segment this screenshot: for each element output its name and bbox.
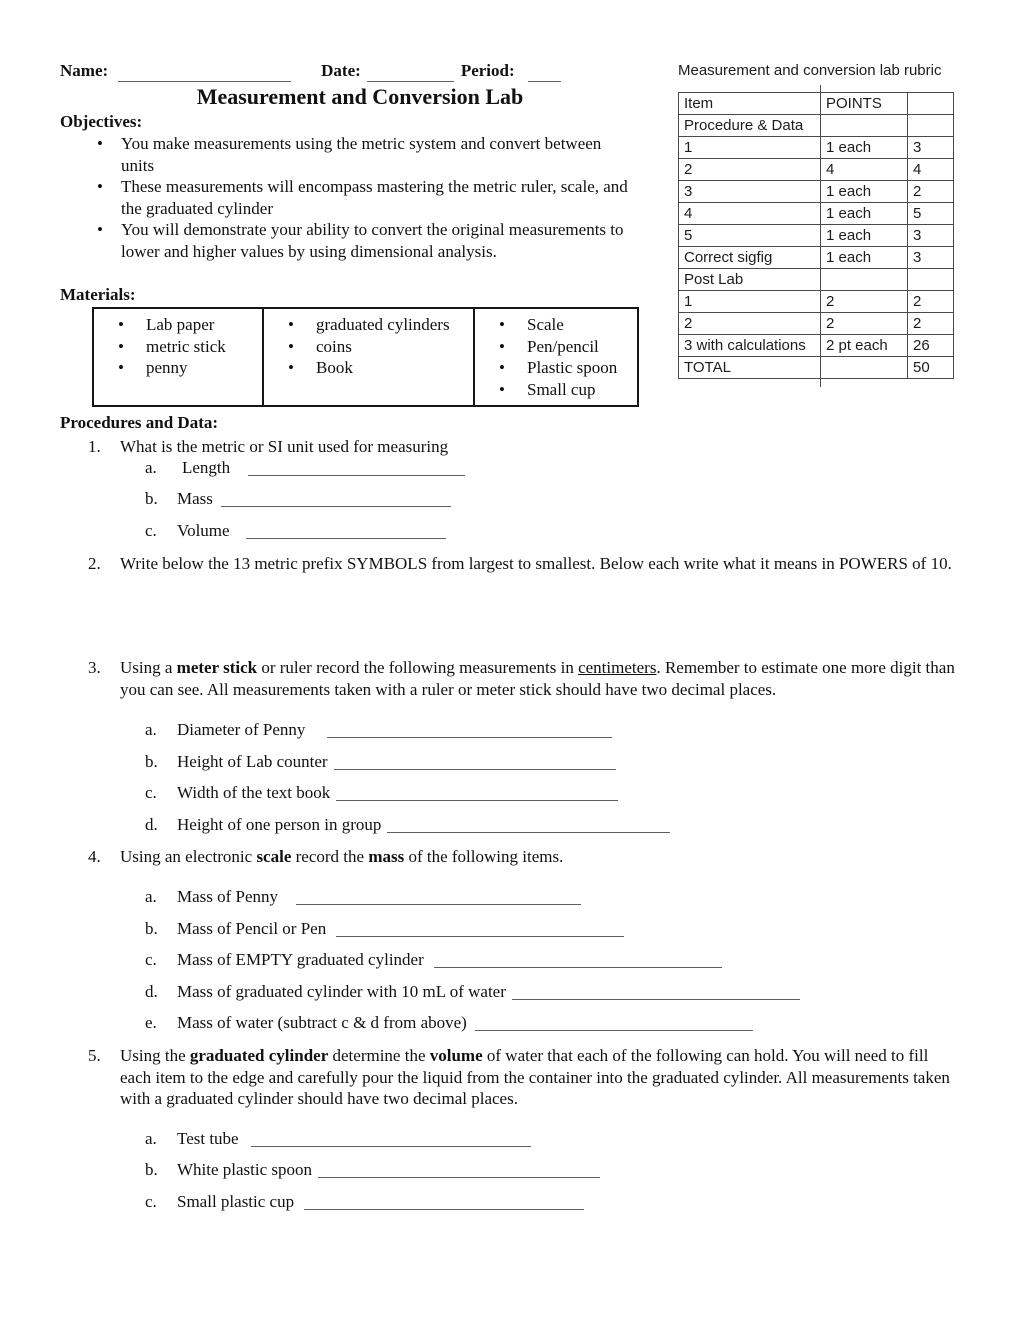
bullet-icon <box>288 357 294 379</box>
q1-sub-a: a. Length <box>145 458 962 478</box>
q5-sub-c-blank[interactable] <box>304 1194 584 1210</box>
material-text: Plastic spoon <box>527 358 618 377</box>
bullet-icon <box>97 219 103 241</box>
material-item <box>264 357 473 379</box>
rubric-cell: 3 <box>679 181 821 203</box>
period-label: Period: <box>460 61 515 80</box>
date-label: Date: <box>321 61 361 80</box>
rubric-cell: 3 <box>908 137 954 159</box>
bullet-icon <box>499 357 505 379</box>
q5-sub-b-blank[interactable] <box>318 1162 600 1178</box>
rubric-cell: 1 <box>679 137 821 159</box>
rubric-row <box>679 181 954 203</box>
material-item <box>94 314 262 336</box>
question-5 <box>60 1045 962 1212</box>
rubric-cell: Procedure & Data <box>679 115 821 137</box>
material-text: Pen/pencil <box>527 336 599 356</box>
q4-sub-a-blank[interactable] <box>296 889 581 905</box>
question-text: What is the metric or SI unit used for measuring <box>120 437 449 456</box>
rubric-cell: 5 <box>908 203 954 225</box>
bullet-icon <box>499 379 505 401</box>
page-title: Measurement and Conversion Lab <box>196 84 524 109</box>
q4-sub-e: e. Mass of water (subtract c & d from above) <box>145 1013 962 1033</box>
q4-sub-c: c. Mass of EMPTY graduated cylinder <box>145 950 962 970</box>
bullet-icon <box>97 176 103 198</box>
q1-sub-b-blank[interactable] <box>221 491 451 507</box>
question-2 <box>60 553 962 575</box>
question-number: 2. <box>88 553 101 573</box>
date-blank-field[interactable] <box>367 66 454 82</box>
rubric-cell: 4 <box>679 203 821 225</box>
rubric-cell: 3 <box>908 225 954 247</box>
q4-sub-d: d. Mass of graduated cylinder with 10 mL of water <box>145 982 962 1002</box>
rubric-row <box>679 203 954 225</box>
material-text: Lab paper <box>146 315 215 334</box>
rubric-cell: 2 <box>679 313 821 335</box>
q3-sub-a: a. Diameter of Penny <box>145 720 962 740</box>
objective-item <box>95 219 629 262</box>
q3-sub-b: b. Height of Lab counter <box>145 752 962 772</box>
rubric-cell: POINTS <box>821 93 908 115</box>
question-4 <box>60 846 962 1034</box>
objectives-heading: Objectives: <box>60 112 143 131</box>
rubric-cell: 1 each <box>821 247 908 269</box>
period-blank-field[interactable] <box>528 66 561 82</box>
material-item <box>94 336 262 358</box>
rubric-cell: 50 <box>908 357 954 379</box>
q3-sub-d-blank[interactable] <box>387 817 670 833</box>
bullet-icon <box>97 133 103 155</box>
objectives-list <box>95 133 629 262</box>
rubric-row <box>679 137 954 159</box>
rubric-row <box>679 115 954 137</box>
bullet-icon <box>118 336 124 358</box>
q5-sub-a: a. Test tube <box>145 1129 962 1149</box>
bullet-icon <box>118 314 124 336</box>
question-number: 1. <box>88 437 101 456</box>
rubric-cell: 2 <box>908 291 954 313</box>
rubric-cell <box>821 115 908 137</box>
rubric-tick-bottom <box>820 379 821 387</box>
material-text: penny <box>146 358 188 377</box>
q5-sub-a-blank[interactable] <box>251 1131 531 1147</box>
q1-sub-c: c. Volume <box>145 521 962 541</box>
material-item <box>475 357 637 379</box>
rubric-cell <box>908 269 954 291</box>
material-item <box>264 314 473 336</box>
rubric-cell: 26 <box>908 335 954 357</box>
q4-sub-b: b. Mass of Pencil or Pen <box>145 919 962 939</box>
q3-sub-c-blank[interactable] <box>336 785 618 801</box>
material-text: metric stick <box>146 336 226 356</box>
bullet-icon <box>499 336 505 358</box>
question-number: 5. <box>88 1046 101 1065</box>
question-3 <box>60 657 962 835</box>
q3-sub-b-blank[interactable] <box>334 754 616 770</box>
rubric-cell: Correct sigfig <box>679 247 821 269</box>
q4-sub-b-blank[interactable] <box>336 921 624 937</box>
material-text: Small cup <box>527 379 596 399</box>
q3-sub-d: d. Height of one person in group <box>145 815 962 835</box>
question-text: Using an electronic scale record the mass of the following items. <box>120 846 564 866</box>
question-text: Write below the 13 metric prefix SYMBOLS from largest to smallest. Below each write what it means in POWERS of 10. <box>120 553 952 573</box>
objective-text: You will demonstrate your ability to convert the original measurements to lower and higher values by using dimensional analysis. <box>121 220 624 261</box>
q3-sub-c: c. Width of the text book <box>145 783 962 803</box>
rubric-cell: 1 each <box>821 137 908 159</box>
rubric-cell: 2 <box>908 181 954 203</box>
q4-sub-a: a. Mass of Penny <box>145 887 962 907</box>
bullet-icon <box>118 357 124 379</box>
procedures-heading: Procedures and Data: <box>60 413 219 432</box>
rubric-row <box>679 225 954 247</box>
material-item <box>475 379 637 401</box>
question-number: 4. <box>88 846 101 866</box>
rubric-cell: Item <box>679 93 821 115</box>
rubric-cell: 2 pt each <box>821 335 908 357</box>
q4-sub-e-blank[interactable] <box>475 1015 753 1031</box>
q5-sub-b: b. White plastic spoon <box>145 1160 962 1180</box>
q4-sub-d-blank[interactable] <box>512 984 800 1000</box>
question-1 <box>60 436 962 541</box>
materials-table <box>92 307 639 407</box>
objective-item <box>95 133 629 176</box>
name-label: Name: <box>60 61 109 80</box>
material-text: graduated cylinders <box>316 315 450 334</box>
materials-col-1 <box>93 308 263 406</box>
rubric-row <box>679 335 954 357</box>
rubric-row <box>679 291 954 313</box>
rubric-cell <box>821 357 908 379</box>
question-text: Using the graduated cylinder determine the volume of water that each of the following can hold. You will need to fill each item to the edge and carefully pour the liquid from the container into the graduated cylinder. All measurements taken with a graduated cylinder should have two decimal places. <box>120 1046 950 1108</box>
rubric-cell: 1 <box>679 291 821 313</box>
rubric-cell: 2 <box>821 313 908 335</box>
rubric-row <box>679 159 954 181</box>
rubric-row <box>679 357 954 379</box>
rubric-cell: 2 <box>679 159 821 181</box>
rubric-title: Measurement and conversion lab rubric <box>678 62 942 79</box>
rubric-cell: 3 with calculations <box>679 335 821 357</box>
rubric-cell <box>821 269 908 291</box>
material-item <box>94 357 262 379</box>
q4-sub-c-blank[interactable] <box>434 952 722 968</box>
rubric-cell: 5 <box>679 225 821 247</box>
question-number: 3. <box>88 658 101 677</box>
rubric-row <box>679 247 954 269</box>
q1-sub-a-blank[interactable] <box>248 460 465 476</box>
objective-item <box>95 176 629 219</box>
rubric-cell: 4 <box>821 159 908 181</box>
q1-sub-c-blank[interactable] <box>246 523 446 539</box>
rubric-cell: 3 <box>908 247 954 269</box>
materials-heading: Materials: <box>60 285 136 304</box>
rubric-cell: 1 each <box>821 181 908 203</box>
rubric-table <box>678 92 954 379</box>
materials-col-3 <box>474 308 638 406</box>
rubric-row <box>679 269 954 291</box>
material-text: Book <box>316 358 353 377</box>
rubric-cell <box>908 115 954 137</box>
rubric-row <box>679 93 954 115</box>
materials-row <box>93 308 638 406</box>
bullet-icon <box>288 336 294 358</box>
bullet-icon <box>288 314 294 336</box>
q5-sub-c: c. Small plastic cup <box>145 1192 962 1212</box>
material-item <box>475 336 637 358</box>
objective-text: You make measurements using the metric system and convert between units <box>121 134 602 175</box>
q3-sub-a-blank[interactable] <box>327 722 612 738</box>
rubric-cell: Post Lab <box>679 269 821 291</box>
material-item <box>264 336 473 358</box>
rubric-row <box>679 313 954 335</box>
q1-sub-b: b. Mass <box>145 489 962 509</box>
material-text: Scale <box>527 315 564 334</box>
objective-text: These measurements will encompass mastering the metric ruler, scale, and the graduated cylinder <box>121 177 628 218</box>
bullet-icon <box>499 314 505 336</box>
materials-col-2 <box>263 308 474 406</box>
rubric-cell: 1 each <box>821 225 908 247</box>
rubric-tick-top <box>820 85 821 92</box>
rubric-cell: TOTAL <box>679 357 821 379</box>
rubric-cell: 4 <box>908 159 954 181</box>
rubric-panel <box>678 62 958 379</box>
rubric-cell: 2 <box>821 291 908 313</box>
material-item <box>475 314 637 336</box>
question-text: Using a meter stick or ruler record the following measurements in centimeters. Remember to estimate one more digit than you can see. All measurements taken with a ruler or meter stick should have two decimal places. <box>120 658 955 699</box>
name-blank-field[interactable] <box>118 66 291 82</box>
material-text: coins <box>316 336 352 356</box>
rubric-cell: 1 each <box>821 203 908 225</box>
rubric-cell <box>908 93 954 115</box>
rubric-cell: 2 <box>908 313 954 335</box>
